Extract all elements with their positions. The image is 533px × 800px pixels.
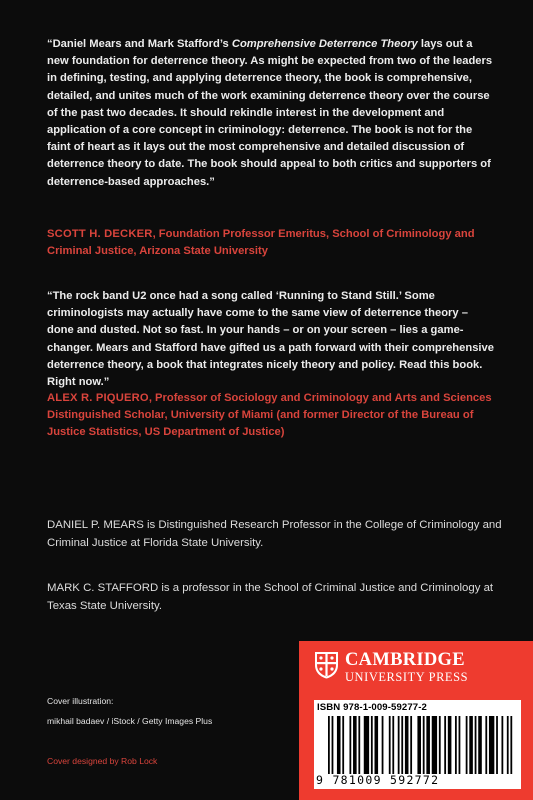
publisher-name: CAMBRIDGE [345,650,465,670]
book-title: Comprehensive Deterrence Theory [231,38,418,50]
barcode-icon [328,716,514,774]
author-bio-1: DANIEL P. MEARS is Distinguished Research Professor in the College of Criminology and Criminal Justice at Florida State University. [47,519,502,549]
author-name: DANIEL P. MEARS [47,519,144,531]
university-crest-icon [314,651,339,679]
author-bio-2: MARK C. STAFFORD is a professor in the School of Criminal Justice and Criminology at Texas State University. [47,582,494,612]
endorsement-attribution-1: SCOTT H. DECKER, Foundation Professor Emeritus, School of Criminology and Criminal Justice, Arizona State University [47,228,475,258]
cover-designer-credit: Cover designed by Rob Lock [47,756,158,766]
author-name: MARK C. STAFFORD [47,582,159,594]
illustration-label: Cover illustration: [47,696,114,706]
endorsement-quote-2: “The rock band U2 once had a song called ‘Running to Stand Still.’ Some criminologists may actually have come to the same view of deterrence theory – done and dusted. Not so fast. In your hands – or on your screen – lies a game-changer. Mears and Stafford have gifted us a path forward with their comprehensive deterrence theory, a book that integrates nicely theory and policy. Read this book. Right now.” [47,290,494,389]
endorser-name: SCOTT H. DECKER [47,228,153,240]
isbn-label: ISBN 978-1-009-59277-2 [317,702,427,713]
barcode-digits: 9 781009 592772 [316,773,440,787]
publisher-box [299,641,533,800]
endorsement-attribution-2: ALEX R. PIQUERO, Professor of Sociology and Criminology and Arts and Sciences Distinguished Scholar, University of Miami (and former Director of the Bureau of Justice Statistics, US Department of Justice) [47,392,492,439]
publisher-press: UNIVERSITY PRESS [345,670,469,684]
barcode-panel [314,700,521,789]
endorser-name: ALEX R. PIQUERO [47,392,149,404]
endorsement-quote-1: “Daniel Mears and Mark Stafford’s Comprehensive Deterrence Theory lays out a new foundation for deterrence theory. As might be expected from two of the leaders in defining, testing, and applying deterrence theory, the book is comprehensive, detailed, and unites much of the work examining deterrence theory over the course of the past two decades. It should rekindle interest in the development and application of a core concept in criminology: deterrence. The book is not for the faint of heart as it lays out the most comprehensive and detailed discussion of deterrence theory to date. The book should appeal to both critics and supporters of deterrence-based approaches.” [47,38,493,188]
illustration-source: mikhail badaev / iStock / Getty Images Plus [47,716,213,726]
